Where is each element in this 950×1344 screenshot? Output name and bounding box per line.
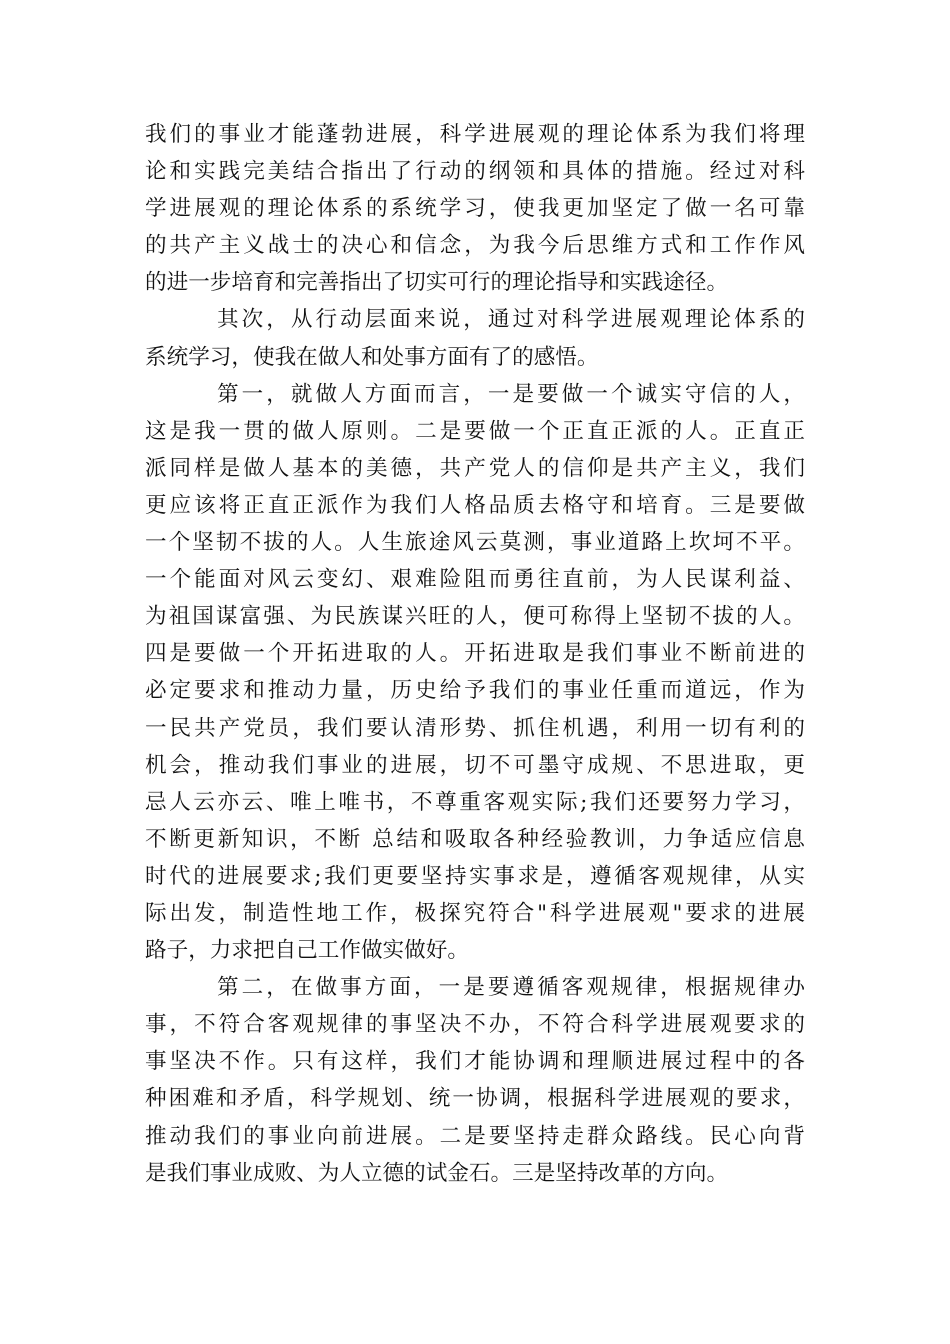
text-line: 事，不符合客观规律的事坚决不办，不符合科学进展观要求的 <box>145 1012 805 1038</box>
paragraph-1 <box>145 116 805 301</box>
text-line: 是我们事业成败、为人立德的试金石。三是坚持改革的方向。 <box>145 1160 729 1186</box>
text-line: 派同样是做人基本的美德，共产党人的信仰是共产主义，我们 <box>145 455 805 481</box>
text-line: 第一，就做人方面而言，一是要做一个诚实守信的人， <box>217 381 805 407</box>
paragraph-2 <box>145 301 805 375</box>
text-line: 的进一步培育和完善指出了切实可行的理论指导和实践途径。 <box>145 270 729 296</box>
text-line: 际出发，制造性地工作，极探究符合"科学进展观"要求的进展 <box>145 900 805 926</box>
text-line: 时代的进展要求;我们更要坚持实事求是，遵循客观规律，从实 <box>145 863 805 889</box>
text-line: 种困难和矛盾，科学规划、统一协调，根据科学进展观的要求， <box>145 1086 805 1112</box>
text-line: 忌人云亦云、唯上唯书，不尊重客观实际;我们还要努力学习， <box>145 789 805 815</box>
text-line: 我们的事业才能蓬勃进展，科学进展观的理论体系为我们将理 <box>145 122 805 147</box>
text-line: 其次，从行动层面来说，通过对科学进展观理论体系的 <box>217 307 805 333</box>
text-line: 的共产主义战士的决心和信念，为我今后思维方式和工作作风 <box>145 233 805 259</box>
text-line: 一个能面对风云变幻、艰难险阻而勇往直前，为人民谋利益、 <box>145 567 805 593</box>
document-page <box>145 116 805 1192</box>
text-line: 四是要做一个开拓进取的人。开拓进取是我们事业不断前进的 <box>145 641 805 667</box>
text-line: 路子，力求把自己工作做实做好。 <box>145 938 469 964</box>
text-line: 一个坚韧不拔的人。人生旅途风云莫测，事业道路上坎坷不平。 <box>145 530 805 556</box>
paragraph-3 <box>145 376 805 970</box>
text-line: 推动我们的事业向前进展。二是要坚持走群众路线。民心向背 <box>145 1123 805 1149</box>
text-line: 一民共产党员，我们要认清形势、抓住机遇，利用一切有利的 <box>145 715 805 741</box>
text-line: 系统学习，使我在做人和处事方面有了的感悟。 <box>145 344 599 370</box>
text-line: 不断更新知识，不断 总结和吸取各种经验教训，力争适应信息 <box>145 826 805 852</box>
text-line: 为祖国谋富强、为民族谋兴旺的人，便可称得上坚韧不拔的人。 <box>145 604 805 630</box>
text-line: 事坚决不作。只有这样，我们才能协调和理顺进展过程中的各 <box>145 1049 805 1075</box>
paragraph-4 <box>145 969 805 1192</box>
text-line: 第二，在做事方面，一是要遵循客观规律，根据规律办 <box>217 975 805 1001</box>
text-line: 论和实践完美结合指出了行动的纲领和具体的措施。经过对科 <box>145 159 805 185</box>
text-line: 学进展观的理论体系的系统学习，使我更加坚定了做一名可靠 <box>145 196 805 222</box>
text-line: 这是我一贯的做人原则。二是要做一个正直正派的人。正直正 <box>145 418 805 444</box>
text-line: 必定要求和推动力量，历史给予我们的事业任重而道远，作为 <box>145 678 805 704</box>
text-line: 机会，推动我们事业的进展，切不可墨守成规、不思进取，更 <box>145 752 805 778</box>
text-line: 更应该将正直正派作为我们人格品质去格守和培育。三是要做 <box>145 492 805 518</box>
